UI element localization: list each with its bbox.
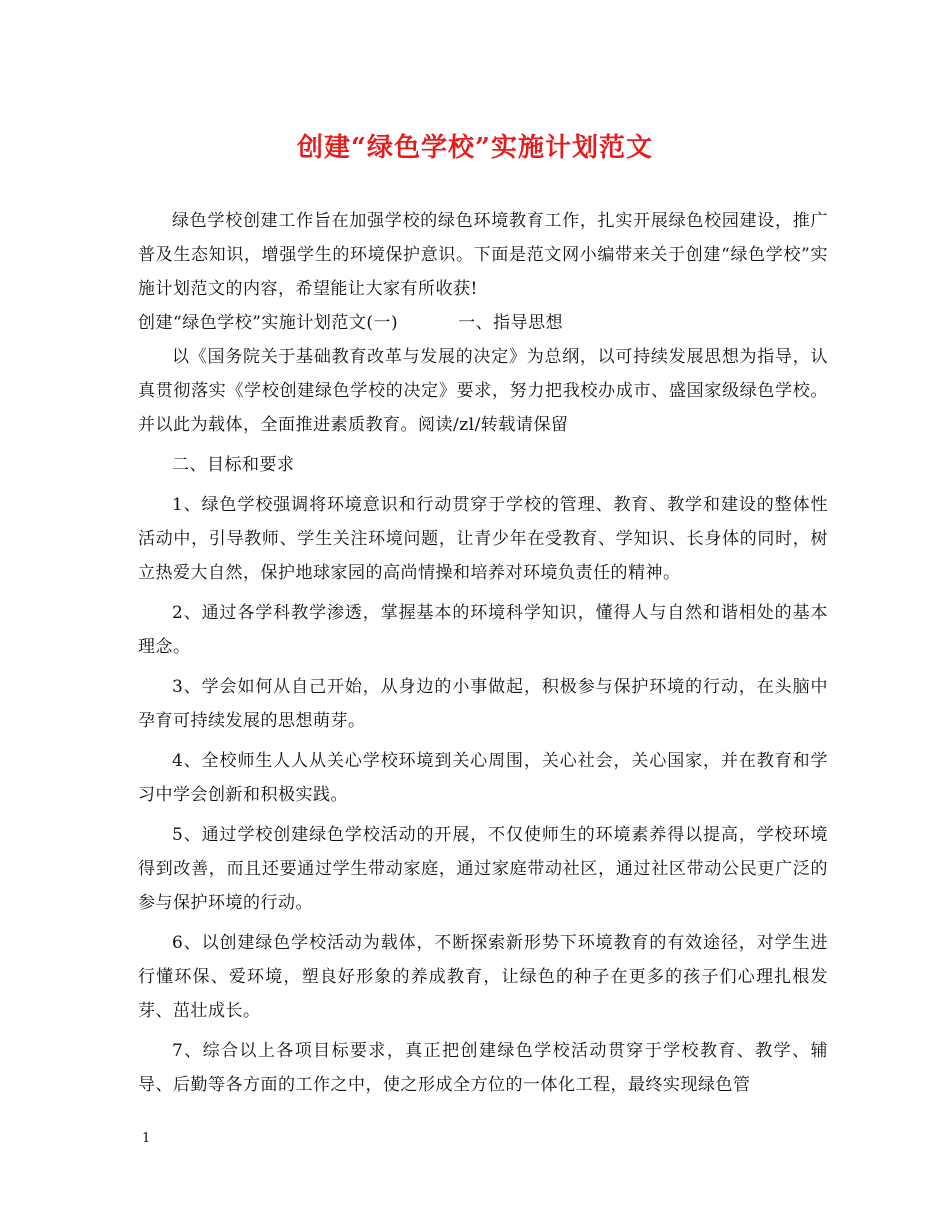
goal-item-7: 7、综合以上各项目标要求，真正把创建绿色学校活动贯穿于学校教育、教学、辅导、后勤等各方面的工作之中，使之形成全方位的一体化工程，最终实现绿色管 <box>138 1041 828 1095</box>
guiding-thought-paragraph: 以《国务院关于基础教育改革与发展的决定》为总纲，以可持续发展思想为指导，认真贯彻落实《学校创建绿色学校的决定》要求，努力把我校办成市、盛国家级绿色学校。并以此为载体，全面推进素质教育。阅读/zl/转载请保留 <box>138 347 828 435</box>
section-heading-line <box>138 306 828 340</box>
goal-item-1: 1、绿色学校强调将环境意识和行动贯穿于学校的管理、教育、教学和建设的整体性活动中，引导教师、学生关注环境问题，让青少年在受教育、学知识、长身体的同时，树立热爱大自然，保护地球家园的高尚情操和培养对环境负责任的精神。 <box>138 495 828 583</box>
goal-item-6: 6、以创建绿色学校活动为载体，不断探索新形势下环境教育的有效途径，对学生进行懂环保、爱环境，塑良好形象的养成教育，让绿色的种子在更多的孩子们心理扎根发芽、茁壮成长。 <box>138 933 828 1021</box>
goal-item-4: 4、全校师生人人从关心学校环境到关心周围，关心社会，关心国家，并在教育和学习中学会创新和积极实践。 <box>138 751 828 805</box>
document-title: 创建“绿色学校”实施计划范文 <box>297 133 653 163</box>
page-number: 1 <box>142 1131 151 1146</box>
intro-paragraph: 绿色学校创建工作旨在加强学校的绿色环境教育工作，扎实开展绿色校园建设，推广普及生态知识，增强学生的环境保护意识。下面是范文网小编带来关于创建“绿色学校”实施计划范文的内容，希望能让大家有所收获! <box>138 211 828 299</box>
goal-item-3: 3、学会如何从自己开始，从身边的小事做起，积极参与保护环境的行动，在头脑中孕育可持续发展的思想萌芽。 <box>138 677 828 731</box>
goal-item-5: 5、通过学校创建绿色学校活动的开展，不仅使师生的环境素养得以提高，学校环境得到改善，而且还要通过学生带动家庭，通过家庭带动社区，通过社区带动公民更广泛的参与保护环境的行动。 <box>138 825 828 913</box>
goals-heading: 二、目标和要求 <box>172 455 295 475</box>
section-subheading: 一、指导思想 <box>458 313 564 333</box>
goal-item-2: 2、通过各学科教学渗透，掌握基本的环境科学知识，懂得人与自然和谐相处的基本理念。 <box>138 603 828 657</box>
section-title: 创建“绿色学校”实施计划范文(一) <box>138 313 399 333</box>
document-body <box>138 204 828 1102</box>
